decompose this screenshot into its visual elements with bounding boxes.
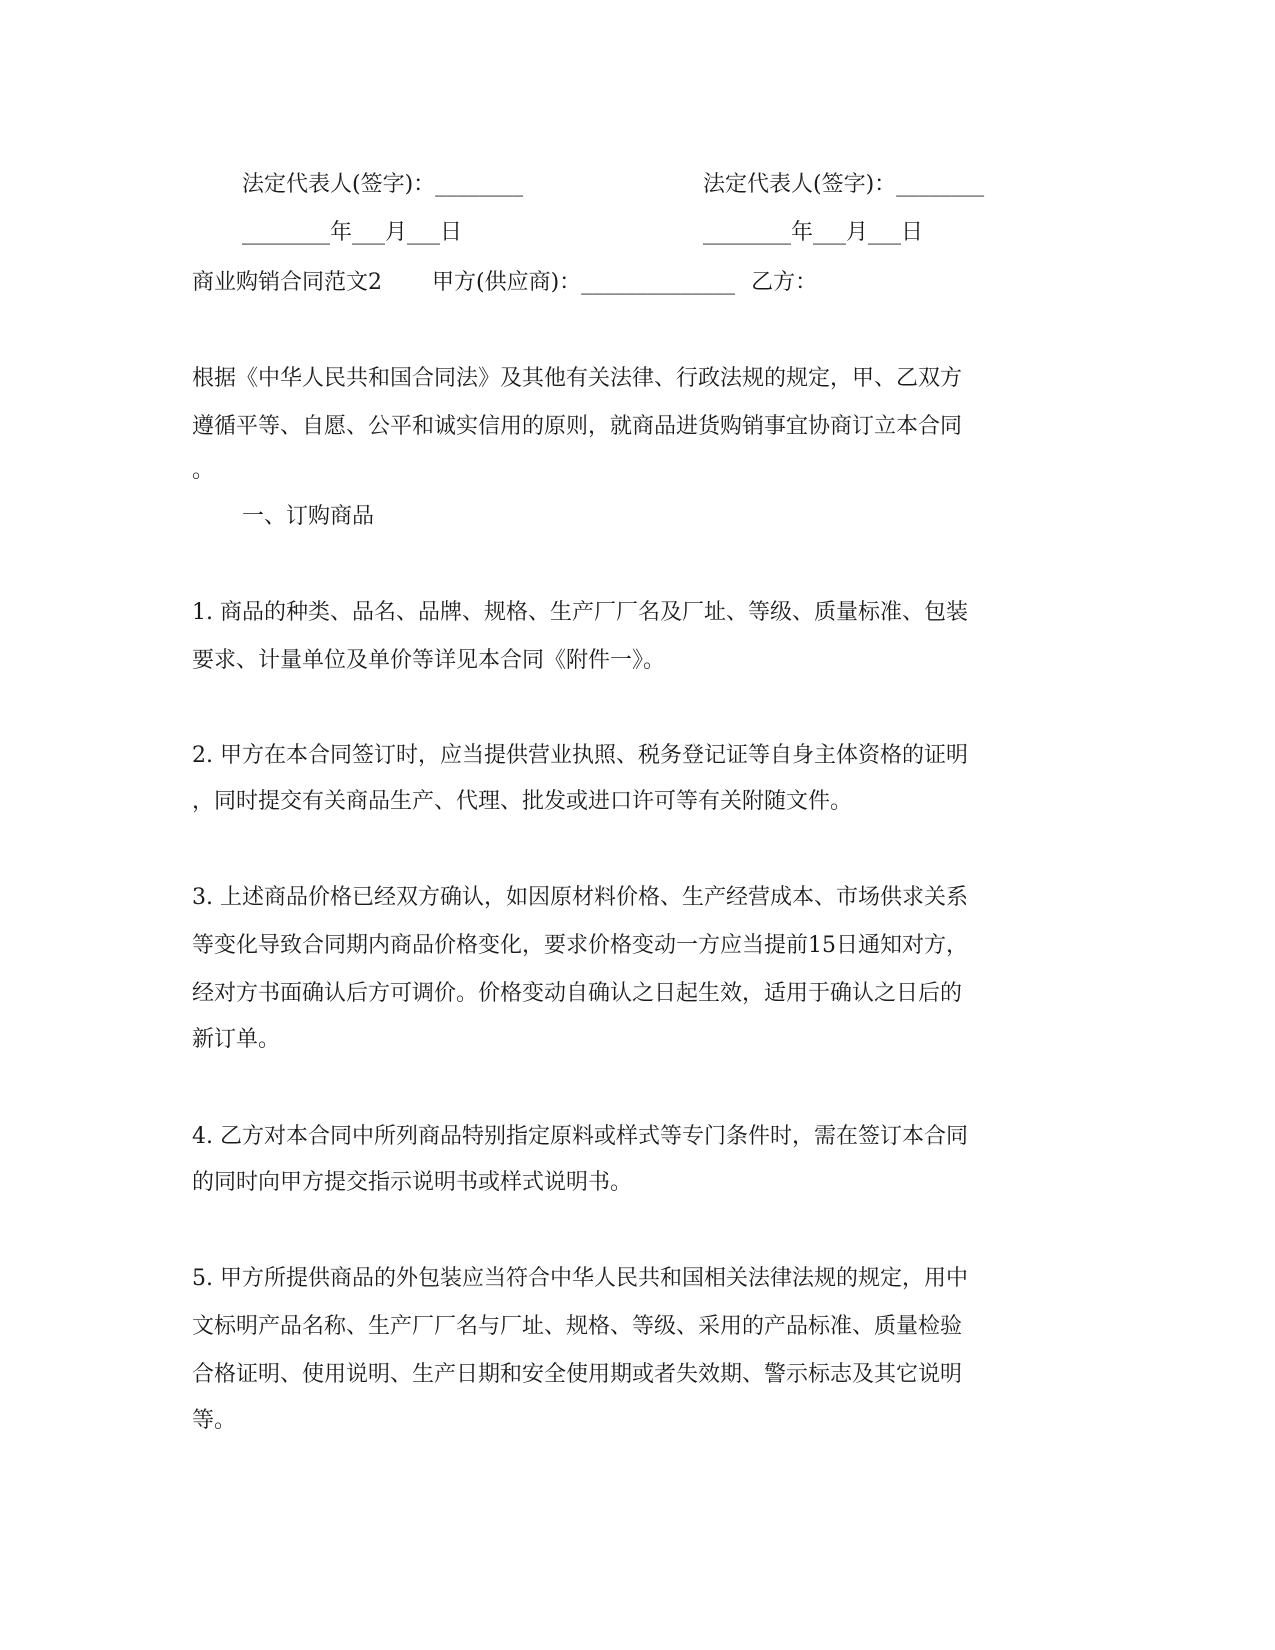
clause-5-line: 合格证明、使用说明、生产日期和安全使用期或者失效期、警示标志及其它说明 — [192, 1362, 963, 1387]
section-heading-order-goods: 一、订购商品 — [242, 504, 375, 529]
intro-line: 根据《中华人民共和国合同法》及其他有关法律、行政法规的规定，甲、乙双方 — [192, 366, 963, 391]
party-a-representative-signature: 法定代表人(签字)：________ — [242, 172, 524, 197]
clause-2-line: 2. 甲方在本合同签订时，应当提供营业执照、税务登记证等自身主体资格的证明 — [192, 743, 968, 768]
party-b-field: 乙方： — [751, 270, 818, 295]
party-b-representative-signature: 法定代表人(签字)：________ — [703, 172, 985, 197]
intro-line: 遵循平等、自愿、公平和诚实信用的原则，就商品进货购销事宜协商订立本合同 — [192, 414, 963, 439]
clause-3-line: 经对方书面确认后方可调价。价格变动自确认之日起生效，适用于确认之日后的 — [192, 981, 963, 1006]
clause-1-line: 要求、计量单位及单价等详见本合同《附件一》。 — [192, 648, 666, 673]
clause-5-line: 文标明产品名称、生产厂厂名与厂址、规格、等级、采用的产品标准、质量检验 — [192, 1314, 963, 1339]
contract-title: 商业购销合同范文2 — [192, 270, 382, 295]
clause-1-line: 1. 商品的种类、品名、品牌、规格、生产厂厂名及厂址、等级、质量标准、包装 — [192, 600, 968, 625]
clause-2-line: ，同时提交有关商品生产、代理、批发或进口许可等有关附随文件。 — [192, 789, 853, 814]
clause-4-line: 4. 乙方对本合同中所列商品特别指定原料或样式等专门条件时，需在签订本合同 — [192, 1124, 968, 1149]
contract-header-line — [192, 268, 817, 298]
clause-3-line: 新订单。 — [192, 1027, 281, 1052]
clause-5-line: 5. 甲方所提供商品的外包装应当符合中华人民共和国相关法律法规的规定，用中 — [192, 1266, 968, 1291]
intro-line: 。 — [192, 458, 215, 483]
clause-3-line: 等变化导致合同期内商品价格变化，要求价格变动一方应当提前15日通知对方， — [192, 933, 968, 958]
party-b-signing-date: ________年___月___日 — [703, 220, 924, 245]
clause-3-line: 3. 上述商品价格已经双方确认，如因原材料价格、生产经营成本、市场供求关系 — [192, 885, 968, 910]
clause-4-line: 的同时向甲方提交指示说明书或样式说明书。 — [192, 1170, 633, 1195]
party-a-supplier-field: 甲方(供应商)：______________ — [432, 270, 736, 295]
party-a-signing-date: ________年___月___日 — [242, 220, 463, 245]
clause-5-line: 等。 — [192, 1408, 237, 1433]
